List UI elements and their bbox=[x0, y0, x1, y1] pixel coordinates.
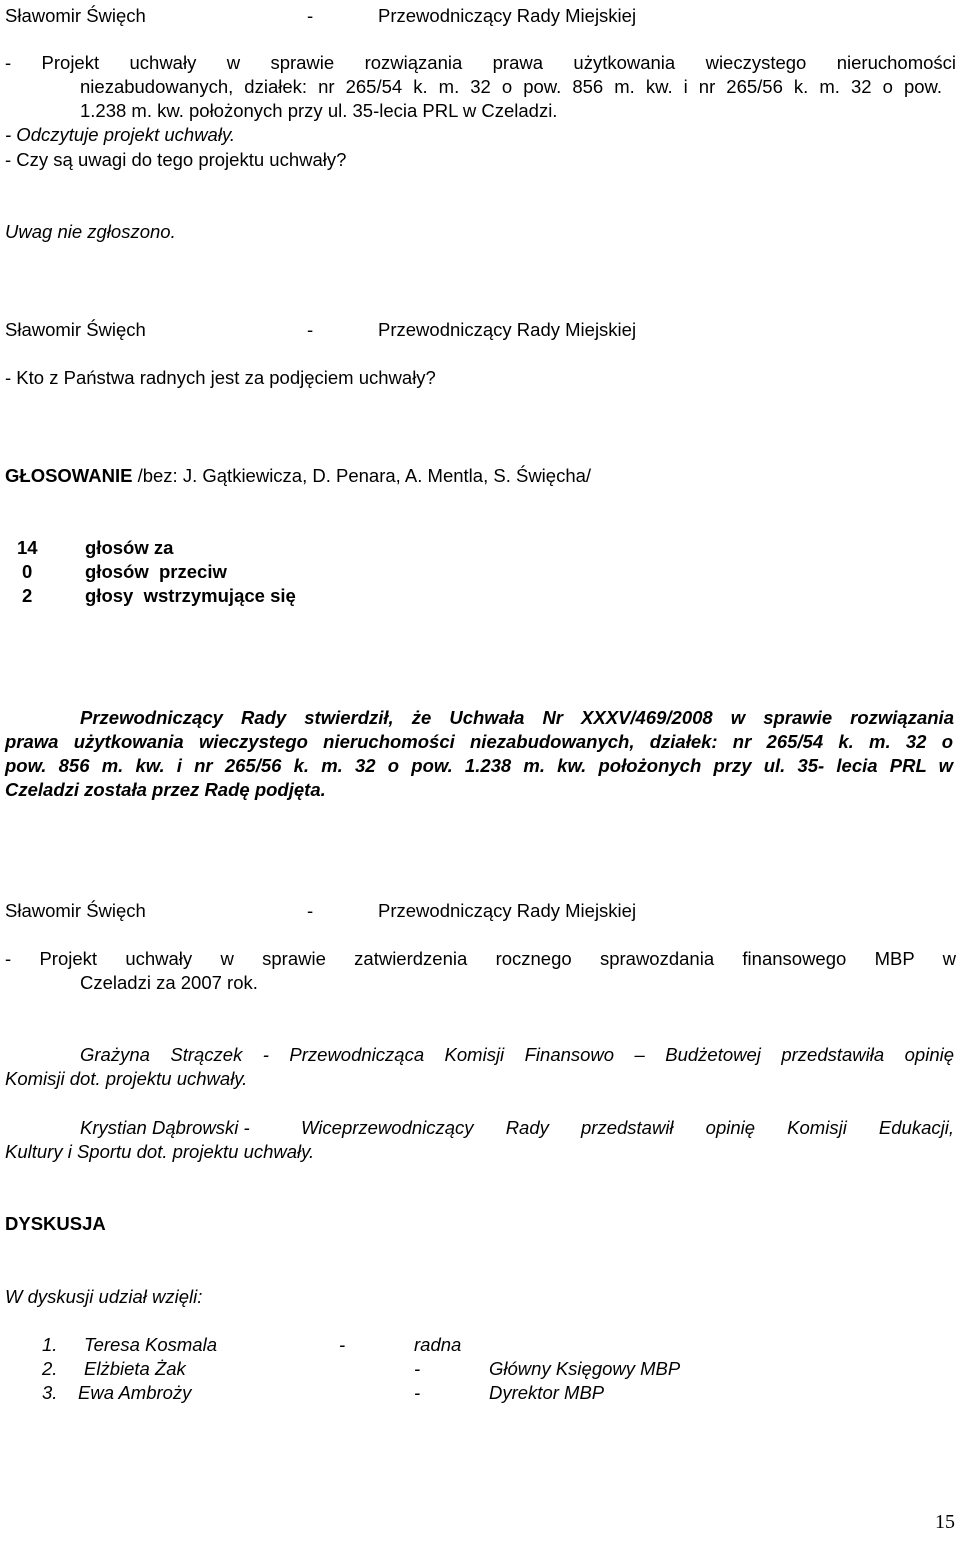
resolution-line-1: Przewodniczący Rady stwierdził, że Uchwała Nr XXXV/469/2008 w sprawie rozwiązania bbox=[80, 707, 954, 728]
voting-absent: /bez: J. Gątkiewicza, D. Penara, A. Mentla, S. Święcha/ bbox=[132, 465, 592, 486]
opinion-1-name: Grażyna Strączek bbox=[80, 1044, 243, 1065]
vote-count-abstain: 2 bbox=[22, 585, 33, 606]
vote-count-for: 14 bbox=[17, 537, 38, 558]
speaker-name: Sławomir Święch bbox=[5, 900, 146, 921]
vote-results bbox=[0, 536, 400, 608]
vote-question: - Kto z Państwa radnych jest za podjęciem uchwały? bbox=[5, 367, 436, 388]
speaker-name: Sławomir Święch bbox=[5, 5, 146, 26]
resolution-line-2: prawa użytkowania wieczystego nieruchomości niezabudowanych, działek: nr 265/54 k. m. 32 o bbox=[5, 731, 953, 752]
speaker-header bbox=[5, 4, 695, 28]
speaker-dash: - bbox=[307, 319, 314, 340]
speaker-dash: - bbox=[307, 900, 314, 921]
no-remarks: Uwag nie zgłoszono. bbox=[5, 221, 176, 242]
participants-label: W dyskusji udział wzięli: bbox=[5, 1286, 203, 1307]
page-number: 15 bbox=[935, 1511, 955, 1533]
participant-dash: - bbox=[414, 1358, 421, 1379]
opinion-2-line-2: Kultury i Sportu dot. projektu uchwały. bbox=[5, 1141, 315, 1162]
resolution-line-4: Czeladzi została przez Radę podjęta. bbox=[5, 779, 326, 800]
item1-line-3: 1.238 m. kw. położonych przy ul. 35-lecia PRL w Czeladzi. bbox=[80, 100, 558, 121]
participants-list bbox=[0, 1333, 960, 1405]
remarks-question: - Czy są uwagi do tego projektu uchwały? bbox=[5, 149, 347, 170]
participant-name: Ewa Ambroży bbox=[78, 1382, 192, 1403]
opinion-1 bbox=[80, 1043, 954, 1067]
participant-name: Elżbieta Żak bbox=[84, 1358, 186, 1379]
item2-line-1: - Projekt uchwały w sprawie zatwierdzenia rocznego sprawozdania finansowego MBP w bbox=[5, 948, 956, 969]
item2-line-2: Czeladzi za 2007 rok. bbox=[80, 972, 258, 993]
opinion-1-line-2: Komisji dot. projektu uchwały. bbox=[5, 1068, 248, 1089]
speaker-name: Sławomir Święch bbox=[5, 319, 146, 340]
voting-label: GŁOSOWANIE bbox=[5, 465, 133, 486]
discussion-heading: DYSKUSJA bbox=[5, 1213, 106, 1234]
opinion-2-text: Wiceprzewodniczący Rady przedstawił opinię Komisji Edukacji, bbox=[301, 1117, 954, 1138]
item1-line-2: niezabudowanych, działek: nr 265/54 k. m. 32 o pow. 856 m. kw. i nr 265/56 k. m. 32 o pow. bbox=[80, 76, 942, 97]
speaker-dash: - bbox=[307, 5, 314, 26]
vote-count-against: 0 bbox=[22, 561, 33, 582]
voting-line bbox=[5, 464, 591, 488]
participant-num: 3. bbox=[42, 1382, 58, 1403]
participant-role: Dyrektor MBP bbox=[489, 1382, 605, 1403]
speaker-role: Przewodniczący Rady Miejskiej bbox=[378, 319, 637, 340]
vote-label-for: głosów za bbox=[85, 537, 174, 558]
speaker-header bbox=[5, 899, 695, 923]
resolution-line-3: pow. 856 m. kw. i nr 265/56 k. m. 32 o pow. 1.238 m. kw. położonych przy ul. 35- lecia PRL w bbox=[5, 755, 953, 776]
speaker-role: Przewodniczący Rady Miejskiej bbox=[378, 5, 637, 26]
speaker-role: Przewodniczący Rady Miejskiej bbox=[378, 900, 637, 921]
participant-dash: - bbox=[339, 1334, 346, 1355]
participant-num: 2. bbox=[42, 1358, 58, 1379]
opinion-2-name: Krystian Dąbrowski - bbox=[80, 1117, 250, 1138]
vote-label-against: głosów przeciw bbox=[85, 561, 227, 582]
speaker-header bbox=[5, 318, 695, 342]
participant-dash: - bbox=[414, 1382, 421, 1403]
opinion-1-text: - Przewodnicząca Komisji Finansowo – Budżetowej przedstawiła opinię bbox=[242, 1044, 955, 1065]
read-line: - Odczytuje projekt uchwały. bbox=[5, 124, 235, 145]
participant-name: Teresa Kosmala bbox=[84, 1334, 217, 1355]
item1-line-1: - Projekt uchwały w sprawie rozwiązania prawa użytkowania wieczystego nieruchomości bbox=[5, 52, 956, 73]
participant-role: radna bbox=[414, 1334, 462, 1355]
vote-label-abstain: głosy wstrzymujące się bbox=[85, 585, 296, 606]
participant-num: 1. bbox=[42, 1334, 58, 1355]
participant-role: Główny Księgowy MBP bbox=[489, 1358, 681, 1379]
